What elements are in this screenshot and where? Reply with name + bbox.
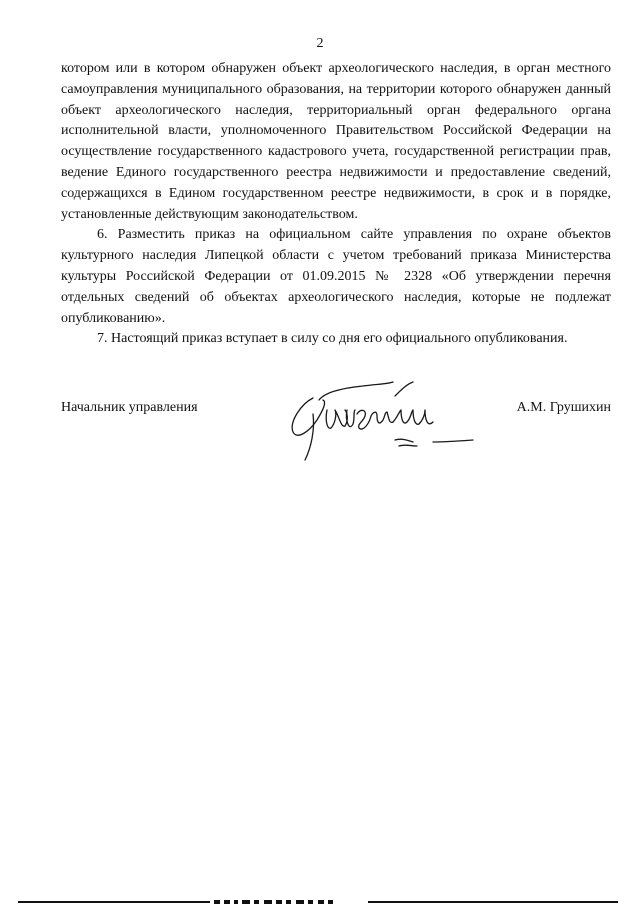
paragraph-item-6: 6. Разместить приказ на официальном сайте управления по охране объектов культурного наследия Липецкой области с учетом требований приказа Министерства культуры Российской Федерации от 01.09.2015 № 2328 «Об утверждении перечня отдельных сведений об объектах археологического наследия, которые не подлежат опубликованию». bbox=[61, 227, 611, 326]
page-number: 2 bbox=[316, 36, 324, 51]
signatory-name: А.М. Грушихин bbox=[516, 400, 611, 415]
paragraph-item-7: 7. Настоящий приказ вступает в силу со дня его официального опубликования. bbox=[97, 331, 568, 347]
handwritten-signature bbox=[283, 370, 483, 465]
signatory-position: Начальник управления bbox=[61, 400, 198, 415]
paragraph-continuation: котором или в котором обнаружен объект археологического наследия, в орган местного самоуправления муниципального образования, на территории которого обнаружен данный объект археологического наследия, территориальный орган федерального органа исполнительной власти, уполномоченного Правительством Российской Федерации на осуществление государственного кадастрового учета, государственной регистрации прав, ведение Единого государственного реестра недвижимости и предоставление сведений, содержащихся в Едином государственном реестре недвижимости, в срок и в порядке, установленные действующим законодательством. bbox=[61, 61, 611, 222]
signature-block bbox=[61, 370, 611, 470]
document-body bbox=[61, 59, 611, 350]
footer-scan-artifact bbox=[0, 898, 640, 905]
